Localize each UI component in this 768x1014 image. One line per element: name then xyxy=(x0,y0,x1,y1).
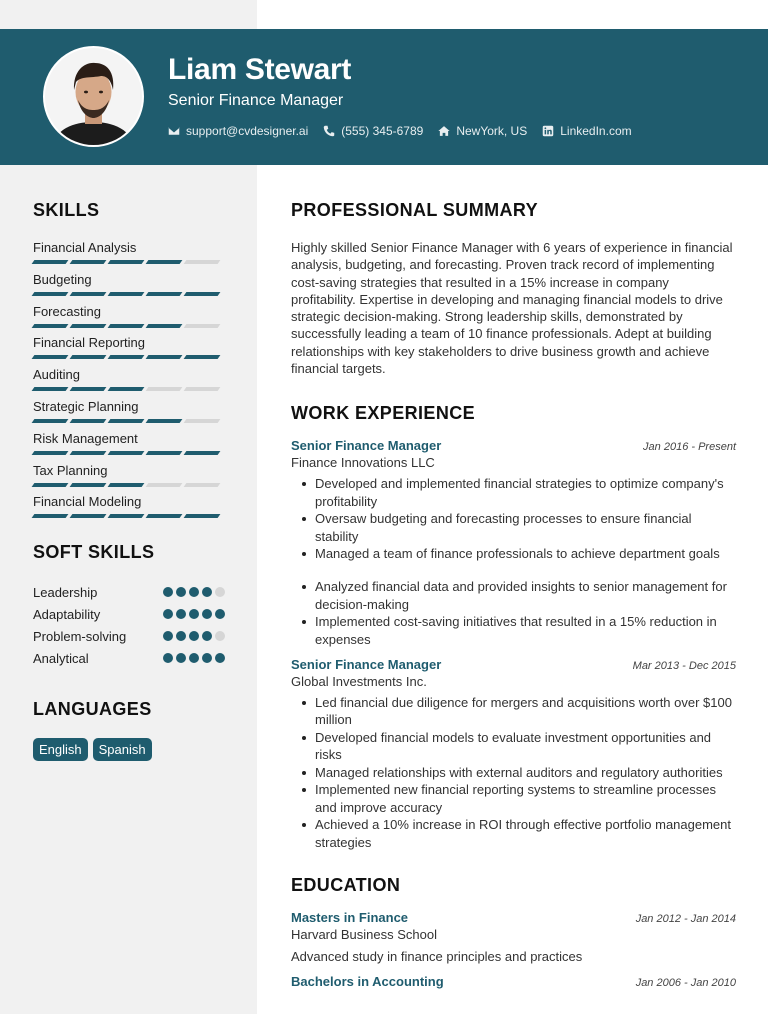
skill-level-segment xyxy=(184,387,221,391)
skill-level-segment xyxy=(32,355,69,359)
soft-skill-label: Leadership xyxy=(33,584,98,600)
skill-level-segment xyxy=(184,514,221,518)
degree-title: Bachelors in Accounting xyxy=(291,973,444,989)
skill-label: Risk Management xyxy=(33,430,138,446)
skill-level-segment xyxy=(108,514,145,518)
education-description: Advanced study in finance principles and practices xyxy=(291,948,583,964)
candidate-name: Liam Stewart xyxy=(168,53,352,86)
soft-skill-rating xyxy=(163,631,225,641)
skill-label: Strategic Planning xyxy=(33,398,139,414)
soft-skill-rating xyxy=(163,609,225,619)
rating-dot xyxy=(189,653,199,663)
skill-level-bar xyxy=(33,451,225,455)
skill-level-segment xyxy=(70,483,107,487)
education-entry xyxy=(291,974,736,989)
job-bullet: Managed a team of finance professionals to achieve department goals xyxy=(315,545,736,562)
job-date: Mar 2013 - Dec 2015 xyxy=(632,659,736,672)
skill-level-segment xyxy=(146,324,183,328)
skills-heading: SKILLS xyxy=(33,200,100,220)
contact-location[interactable]: NewYork, US xyxy=(438,124,527,138)
skill-level-segment xyxy=(108,451,145,455)
skill-level-bar xyxy=(33,419,225,423)
job-entry xyxy=(291,657,736,851)
rating-dot xyxy=(215,631,225,641)
skill-level-segment xyxy=(70,514,107,518)
skill-label: Forecasting xyxy=(33,303,101,319)
linkedin-icon xyxy=(542,125,554,137)
skill-level-segment xyxy=(184,355,221,359)
school-name: Harvard Business School xyxy=(291,926,437,942)
soft-skill-label: Adaptability xyxy=(33,606,101,622)
skills-list xyxy=(33,240,225,526)
skill-level-segment xyxy=(108,324,145,328)
skill-level-segment xyxy=(32,451,69,455)
education-heading: EDUCATION xyxy=(291,874,401,895)
rating-dot xyxy=(202,653,212,663)
skill-item xyxy=(33,431,225,463)
rating-dot xyxy=(202,609,212,619)
jobs-list xyxy=(291,438,736,850)
job-bullet: Implemented new financial reporting systems to streamline processes and improve accuracy xyxy=(315,781,736,816)
rating-dot xyxy=(163,587,173,597)
education-header xyxy=(291,910,736,925)
rating-dot xyxy=(189,587,199,597)
skill-level-bar xyxy=(33,292,225,296)
skill-level-segment xyxy=(184,324,221,328)
skill-level-bar xyxy=(33,260,225,264)
job-header xyxy=(291,657,736,672)
soft-skill-item xyxy=(33,581,225,603)
job-entry xyxy=(291,438,736,648)
job-bullet: Developed financial models to evaluate investment opportunities and risks xyxy=(315,729,736,764)
soft-skill-label: Analytical xyxy=(33,650,89,666)
language-badge: Spanish xyxy=(93,738,152,761)
languages-heading: LANGUAGES xyxy=(33,699,152,720)
rating-dot xyxy=(189,609,199,619)
language-badge: English xyxy=(33,738,88,761)
job-title: Senior Finance Manager xyxy=(291,438,442,454)
rating-dot xyxy=(176,653,186,663)
rating-dot xyxy=(202,587,212,597)
skill-level-segment xyxy=(32,483,69,487)
sidebar xyxy=(33,200,225,761)
skill-level-segment xyxy=(32,324,69,328)
job-company: Finance Innovations LLC xyxy=(291,455,435,471)
job-bullets xyxy=(291,694,736,851)
skill-level-segment xyxy=(32,260,69,264)
skill-item xyxy=(33,304,225,336)
summary-heading: PROFESSIONAL SUMMARY xyxy=(291,200,539,220)
rating-dot xyxy=(163,631,173,641)
skill-level-segment xyxy=(32,514,69,518)
rating-dot xyxy=(215,587,225,597)
soft-skill-label: Problem-solving xyxy=(33,628,127,644)
job-bullet: Achieved a 10% increase in ROI through effective portfolio management strategies xyxy=(315,816,736,851)
skill-level-segment xyxy=(70,451,107,455)
education-header xyxy=(291,974,736,989)
rating-dot xyxy=(215,653,225,663)
rating-dot xyxy=(176,609,186,619)
skill-level-bar xyxy=(33,514,225,518)
job-bullet: Oversaw budgeting and forecasting processes to ensure financial stability xyxy=(315,510,736,545)
skill-level-segment xyxy=(146,451,183,455)
experience-heading: WORK EXPERIENCE xyxy=(291,403,476,424)
soft-skills-heading: SOFT SKILLS xyxy=(33,542,155,563)
skill-label: Tax Planning xyxy=(33,462,108,478)
skill-level-segment xyxy=(32,419,69,423)
skill-level-segment xyxy=(146,419,183,423)
skill-level-segment xyxy=(184,260,221,264)
job-bullet: Led financial due diligence for mergers and acquisitions worth over $100 million xyxy=(315,694,736,729)
skill-label: Financial Modeling xyxy=(33,494,142,510)
education-entry xyxy=(291,910,736,964)
skill-label: Financial Reporting xyxy=(33,335,146,351)
job-company: Global Investments Inc. xyxy=(291,673,427,689)
skill-level-segment xyxy=(108,292,145,296)
rating-dot xyxy=(215,609,225,619)
contact-list xyxy=(168,124,632,138)
job-bullets xyxy=(291,475,736,648)
skill-level-segment xyxy=(184,292,221,296)
skill-level-segment xyxy=(108,260,145,264)
education-date: Jan 2012 - Jan 2014 xyxy=(635,912,736,925)
job-bullet: Managed relationships with external auditors and regulatory authorities xyxy=(315,764,736,781)
skill-level-segment xyxy=(108,387,145,391)
soft-skill-item xyxy=(33,625,225,647)
skill-item xyxy=(33,463,225,495)
job-bullet: Implemented cost-saving initiatives that resulted in a 15% reduction in expenses xyxy=(315,613,736,648)
skill-level-segment xyxy=(70,419,107,423)
job-title: Senior Finance Manager xyxy=(291,656,442,672)
skill-item xyxy=(33,335,225,367)
rating-dot xyxy=(189,631,199,641)
skill-level-segment xyxy=(70,324,107,328)
skill-level-bar xyxy=(33,483,225,487)
skill-level-segment xyxy=(32,387,69,391)
soft-skill-item xyxy=(33,603,225,625)
skill-level-segment xyxy=(146,514,183,518)
education-list xyxy=(291,910,736,989)
profile-photo xyxy=(43,46,144,147)
skill-item xyxy=(33,272,225,304)
degree-title: Masters in Finance xyxy=(291,909,409,925)
education-date: Jan 2006 - Jan 2010 xyxy=(635,976,736,989)
phone-icon xyxy=(323,125,335,137)
skill-level-segment xyxy=(70,355,107,359)
skill-level-bar xyxy=(33,387,225,391)
rating-dot xyxy=(176,631,186,641)
rating-dot xyxy=(202,631,212,641)
skill-level-segment xyxy=(184,451,221,455)
envelope-icon xyxy=(168,125,180,137)
job-date: Jan 2016 - Present xyxy=(643,441,736,454)
skill-level-segment xyxy=(108,419,145,423)
soft-skills-list xyxy=(33,581,225,669)
job-header xyxy=(291,438,736,453)
skill-level-segment xyxy=(146,355,183,359)
skill-level-segment xyxy=(184,483,221,487)
skill-label: Auditing xyxy=(33,367,80,383)
soft-skill-item xyxy=(33,647,225,669)
skill-label: Financial Analysis xyxy=(33,240,137,255)
candidate-role: Senior Finance Manager xyxy=(168,92,344,109)
skill-level-segment xyxy=(146,260,183,264)
skill-item xyxy=(33,240,225,272)
skill-level-bar xyxy=(33,355,225,359)
skill-level-segment xyxy=(70,387,107,391)
skill-level-segment xyxy=(146,292,183,296)
contact-linkedin[interactable]: LinkedIn.com xyxy=(542,124,631,138)
skill-level-segment xyxy=(32,292,69,296)
skill-level-segment xyxy=(70,292,107,296)
skill-level-bar xyxy=(33,324,225,328)
skill-level-segment xyxy=(108,483,145,487)
languages-list xyxy=(33,738,225,761)
skill-item xyxy=(33,399,225,431)
job-bullet: Developed and implemented financial strategies to optimize company's profitability xyxy=(315,475,736,510)
soft-skill-rating xyxy=(163,587,225,597)
contact-phone[interactable]: (555) 345-6789 xyxy=(323,124,423,138)
rating-dot xyxy=(176,587,186,597)
skill-level-segment xyxy=(146,483,183,487)
contact-email[interactable]: support@cvdesigner.ai xyxy=(168,124,308,138)
skill-label: Budgeting xyxy=(33,271,92,287)
rating-dot xyxy=(163,609,173,619)
skill-level-segment xyxy=(184,419,221,423)
skill-level-segment xyxy=(108,355,145,359)
rating-dot xyxy=(163,653,173,663)
home-icon xyxy=(438,125,450,137)
skill-level-segment xyxy=(70,260,107,264)
main-content xyxy=(291,200,736,989)
job-bullet: Analyzed financial data and provided insights to senior management for decision-making xyxy=(315,578,736,613)
skill-item xyxy=(33,494,225,526)
skill-item xyxy=(33,367,225,399)
skill-level-segment xyxy=(146,387,183,391)
summary-text: Highly skilled Senior Finance Manager with 6 years of experience in financial analysis, budgeting, and forecasting. Proven track record of implementing cost-saving strategies that resulted in a 15% increase in company profitability. Expertise in developing and managing financial models to drive strategic decision-making. Strong leadership skills, demonstrated by successfully leading a team of 10 finance professionals. Adept at building relationships with key stakeholders to drive business growth and achieve financial targets. xyxy=(291,240,733,377)
soft-skill-rating xyxy=(163,653,225,663)
